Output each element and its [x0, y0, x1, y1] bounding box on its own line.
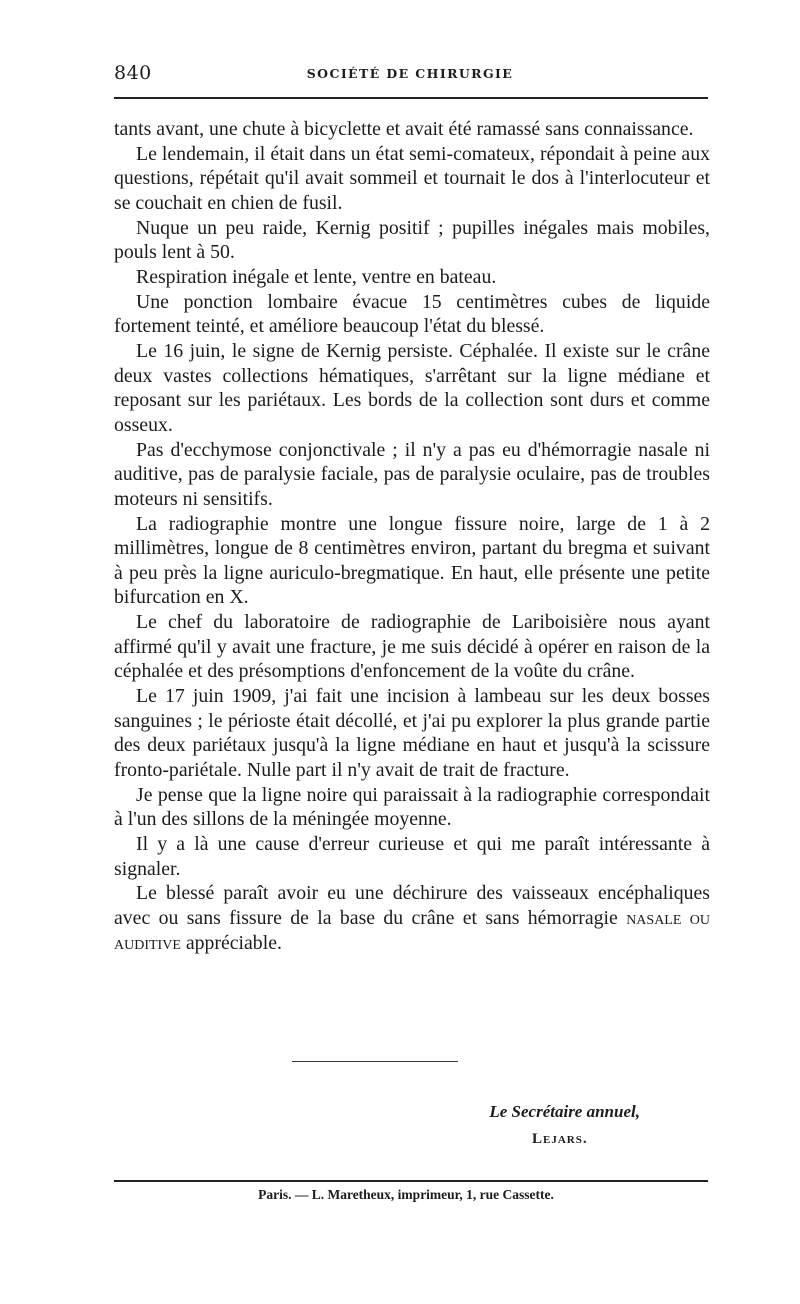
running-head: SOCIÉTÉ DE CHIRURGIE	[306, 66, 514, 81]
final-paragraph-tail: appréciable.	[185, 931, 282, 954]
paragraph-final	[114, 881, 710, 955]
paragraph: La radiographie montre une longue fissure noire, large de 1 à 2 millimètres, longue de 8 centimètres environ, partant du bregma et suivant à peu près la ligne auriculo-bregmatique. En haut, elle présente une petite bifurcation en X.	[114, 512, 710, 609]
paragraph: Il y a là une cause d'erreur curieuse et qui me paraît intéressante à signaler.	[114, 833, 710, 880]
final-paragraph-smallcaps: nasale ou auditive	[114, 907, 710, 954]
paragraph: Le lendemain, il était dans un état semi-comateux, répondait à peine aux questions, répétait qu'il avait sommeil et tournait le dos à l'interlocuteur et se couchait en chien de fusil.	[114, 142, 710, 214]
paragraph: Respiration inégale et lente, ventre en bateau.	[136, 265, 497, 288]
paragraph: Je pense que la ligne noire qui paraissait à la radiographie correspondait à l'un des sillons de la méningée moyenne.	[114, 783, 710, 831]
final-paragraph-lead: Le blessé paraît avoir eu une déchirure des vaisseaux encéphaliques avec ou sans fissure de la base du crâne et sans hémorragie	[114, 882, 710, 929]
paragraph: Le 17 juin 1909, j'ai fait une incision à lambeau sur les deux bosses sanguines ; le périoste était décollé, et j'ai pu explorer la plus grande partie des deux pariétaux jusqu'à la ligne médiane en haut et jusqu'à la scissure fronto-pariétale. Nulle part il n'y avait de trait de fracture.	[114, 685, 710, 782]
paragraph: Le chef du laboratoire de radiographie de Lariboisière nous ayant affirmé qu'il y avait une fracture, je me suis décidé à opérer en raison de la céphalée et des présomptions d'enfoncement de la voûte du crâne.	[114, 611, 710, 683]
paragraph: Le 16 juin, le signe de Kernig persiste. Céphalée. Il existe sur le crâne deux vastes collections hématiques, s'arrêtant sur la ligne médiane et reposant sur les pariétaux. Les bords de la collection sont durs et comme osseux.	[114, 339, 710, 436]
paragraph: Pas d'ecchymose conjonctivale ; il n'y a pas eu d'hémorragie nasale ni auditive, pas de paralysie faciale, pas de paralysie oculaire, pas de troubles moteurs ni sensitifs.	[114, 438, 710, 510]
footer-rule	[114, 1180, 708, 1182]
signature-name: Lejars.	[532, 1131, 588, 1147]
paragraph: Nuque un peu raide, Kernig positif ; pupilles inégales mais mobiles, pouls lent à 50.	[114, 216, 710, 264]
body-text	[114, 117, 710, 955]
section-end-rule	[292, 1061, 458, 1062]
paragraph-continuation: tants avant, une chute à bicyclette et avait été ramassé sans connaissance.	[114, 118, 694, 140]
header-rule	[114, 97, 708, 99]
printer-imprint: Paris. — L. Maretheux, imprimeur, 1, rue Cassette.	[258, 1187, 554, 1202]
page-number: 840	[114, 62, 152, 84]
paragraph: Une ponction lombaire évacue 15 centimètres cubes de liquide fortement teinté, et améliore beaucoup l'état du blessé.	[114, 290, 710, 338]
signature-title: Le Secrétaire annuel,	[489, 1102, 640, 1121]
